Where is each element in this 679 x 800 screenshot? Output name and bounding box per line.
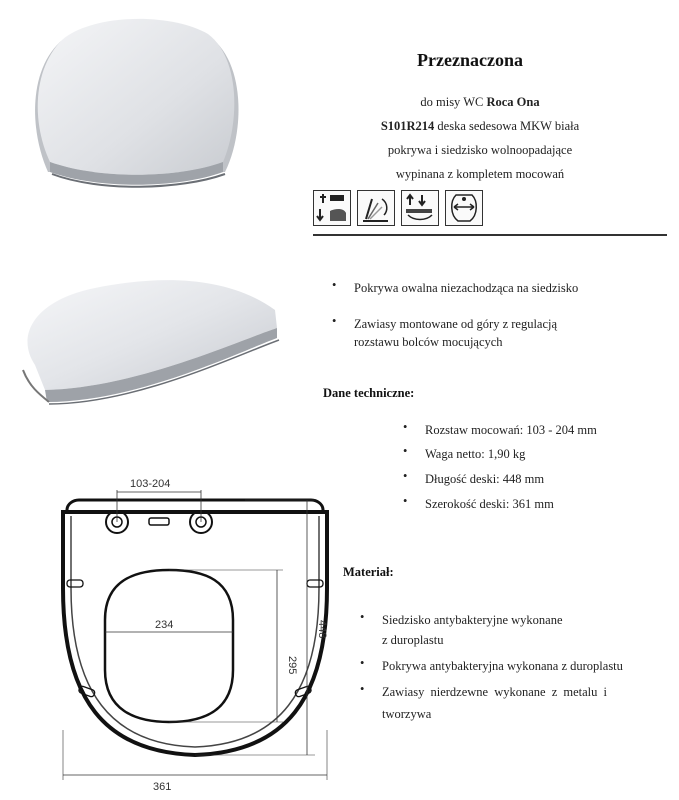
list-item: • Pokrywa antybakteryjna wykonana z duroplastu	[360, 656, 623, 673]
dim-total-width: 361	[153, 781, 172, 793]
dim-bolt-spacing: 103-204	[130, 478, 171, 490]
list-item: • Szerokość deski: 361 mm	[403, 494, 554, 511]
dim-inner-width: 234	[155, 619, 174, 631]
section-divider	[313, 234, 667, 236]
list-item: • Waga netto: 1,90 kg	[403, 444, 526, 461]
product-photo-side	[15, 270, 290, 415]
list-item: • Zawiasy nierdzewne wykonane z metalu i	[360, 682, 607, 699]
list-item-continuation: rozstawu bolców mocujących	[354, 335, 503, 349]
intro-line-2: S101R214 deska sedesowa MKW biała	[380, 119, 580, 133]
dim-total-length: 448	[316, 620, 328, 639]
adjustable-hinge-icon	[445, 190, 483, 226]
list-item-continuation: z duroplastu	[382, 633, 444, 647]
list-item: • Rozstaw mocowań: 103 - 204 mm	[403, 420, 597, 437]
list-item: • Pokrywa owalna niezachodząca na siedzisko	[332, 278, 579, 295]
feature-icon-row	[313, 190, 483, 226]
intro-line-1: do misy WC Roca Ona	[420, 95, 540, 109]
list-item-continuation: tworzywa	[382, 707, 432, 721]
top-mount-fixing-icon	[313, 190, 351, 226]
technical-drawing	[45, 470, 345, 795]
quick-release-icon	[401, 190, 439, 226]
list-item: • Siedzisko antybakteryjne wykonane	[360, 610, 563, 627]
product-photo-front	[20, 12, 250, 197]
dim-inner-length: 295	[286, 656, 298, 675]
list-item: • Zawiasy montowane od góry z regulacją	[332, 314, 558, 331]
list-item: • Długość deski: 448 mm	[403, 469, 545, 486]
material-heading: Materiał:	[343, 565, 394, 579]
technical-heading: Dane techniczne:	[323, 386, 415, 400]
product-title: Przeznaczona	[417, 50, 523, 70]
soft-close-icon	[357, 190, 395, 226]
intro-line-4: wypinana z kompletem mocowań	[395, 167, 565, 181]
intro-line-3: pokrywa i siedzisko wolnoopadające	[387, 143, 573, 157]
